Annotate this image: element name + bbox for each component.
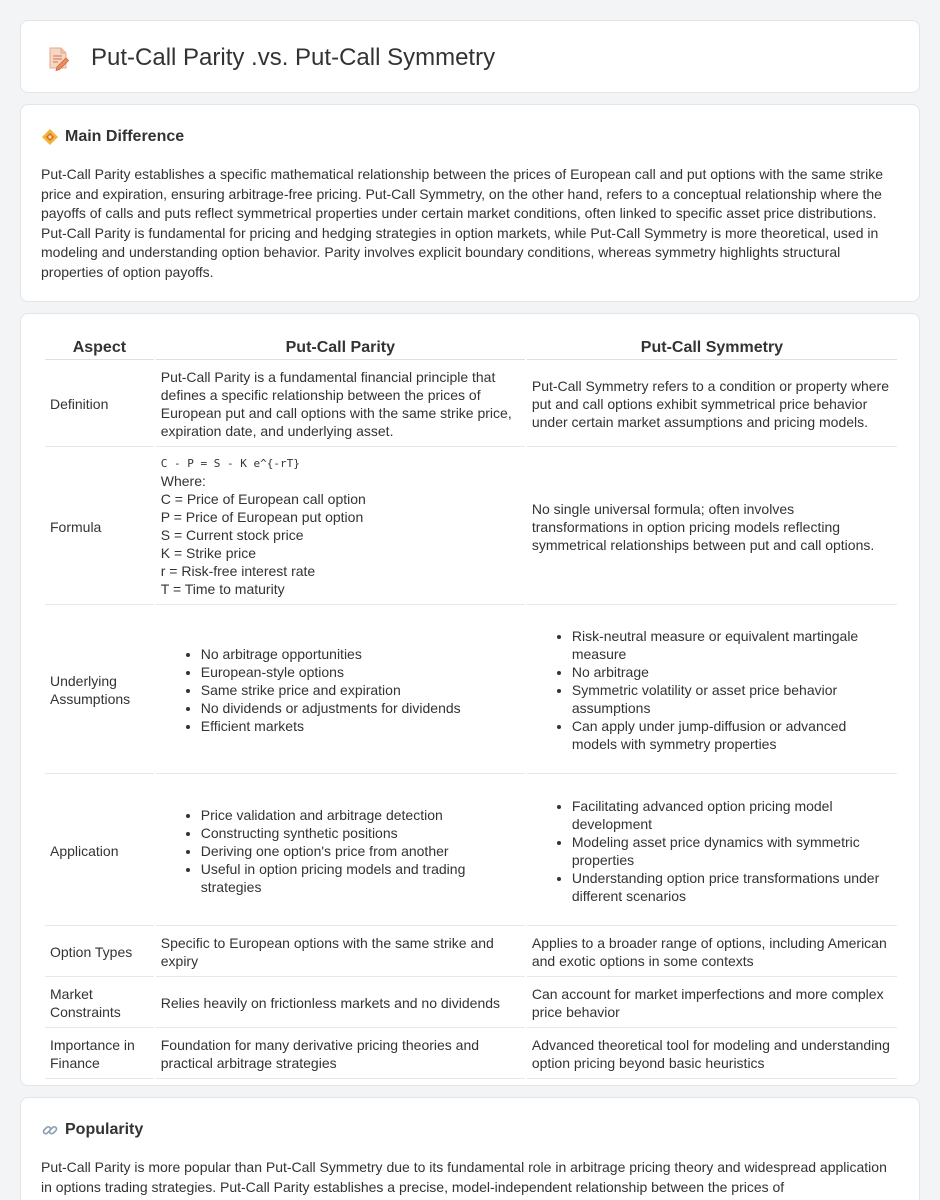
symmetry-cell: Advanced theoretical tool for modeling and understanding option pricing beyond basic heuristics	[527, 1030, 897, 1079]
aspect-cell: Application	[45, 776, 154, 926]
formula-line: C = Price of European call option	[160, 490, 366, 507]
page-title: Put-Call Parity .vs. Put-Call Symmetry	[91, 44, 496, 71]
table-row	[45, 776, 897, 926]
list-item: • No arbitrage opportunities	[201, 645, 520, 663]
table-row	[45, 1030, 897, 1079]
list-item: • Useful in option pricing models and trading strategies	[201, 860, 520, 896]
list-item: • Risk-neutral measure or equivalent martingale measure	[572, 627, 892, 663]
header-symmetry: Put-Call Symmetry	[527, 336, 897, 360]
symmetry-cell: No single universal formula; often involves transformations in option pricing models reflecting symmetrical relationships between put and call options.	[527, 449, 897, 605]
header-card	[20, 20, 920, 93]
symmetry-cell: Applies to a broader range of options, including American and exotic options in some contexts	[527, 928, 897, 977]
parity-cell: Put-Call Parity is a fundamental financial principle that defines a specific relationship between the prices of European put and call options with the same strike price, expiration date, and underlying asset.	[156, 362, 525, 447]
symmetry-cell	[527, 776, 897, 926]
comparison-table-card	[20, 313, 920, 1086]
list-item: • No dividends or adjustments for dividends	[201, 699, 520, 717]
title-wrap	[45, 43, 495, 73]
list-item: • European-style options	[201, 663, 520, 681]
table-row	[45, 928, 897, 977]
parity-cell: Relies heavily on frictionless markets and no dividends	[156, 979, 525, 1028]
list-item: • Modeling asset price dynamics with symmetric properties	[572, 833, 892, 869]
table-row	[45, 449, 897, 605]
list-item: • Constructing synthetic positions	[201, 824, 520, 842]
list-item: • Facilitating advanced option pricing model development	[572, 797, 892, 833]
list-item: • Price validation and arbitrage detection	[201, 806, 520, 824]
aspect-cell: Formula	[45, 449, 154, 605]
symmetry-cell: Can account for market imperfections and more complex price behavior	[527, 979, 897, 1028]
header-parity: Put-Call Parity	[156, 336, 525, 360]
popularity-heading: Popularity	[65, 1121, 144, 1138]
main-difference-heading: Main Difference	[65, 128, 185, 145]
popularity-heading-row	[41, 1120, 899, 1140]
formula-line: T = Time to maturity	[160, 580, 285, 597]
table-row	[45, 979, 897, 1028]
formula-line: S = Current stock price	[160, 526, 304, 543]
list-item: • Can apply under jump-diffusion or advanced models with symmetry properties	[572, 717, 892, 753]
aspect-cell: Underlying Assumptions	[45, 607, 154, 774]
formula-line: r = Risk-free interest rate	[160, 562, 316, 579]
parity-cell	[156, 607, 525, 774]
formula-line: P = Price of European put option	[160, 508, 364, 525]
list-item: • Same strike price and expiration	[201, 681, 520, 699]
header-aspect: Aspect	[45, 336, 154, 360]
symmetry-cell	[527, 607, 897, 774]
parity-assumptions-list	[161, 645, 520, 735]
aspect-cell: Definition	[45, 362, 154, 447]
symmetry-cell: Put-Call Symmetry refers to a condition or property where put and call options exhibit symmetrical price behavior under certain market assumptions and pricing models.	[527, 362, 897, 447]
table-header-row	[45, 336, 897, 360]
parity-cell: Specific to European options with the same strike and expiry	[156, 928, 525, 977]
table-row	[45, 362, 897, 447]
parity-cell	[156, 776, 525, 926]
popularity-card	[20, 1097, 920, 1200]
aspect-cell: Option Types	[45, 928, 154, 977]
list-item: • Understanding option price transformations under different scenarios	[572, 869, 892, 905]
list-item: • Symmetric volatility or asset price behavior assumptions	[572, 681, 892, 717]
parity-cell: Foundation for many derivative pricing theories and practical arbitrage strategies	[156, 1030, 525, 1079]
link-icon	[41, 1121, 59, 1139]
list-item: • No arbitrage	[572, 663, 892, 681]
symmetry-assumptions-list	[532, 627, 892, 753]
main-difference-text: Put-Call Parity establishes a specific mathematical relationship between the prices of European call and put options with the same strike price and expiration, ensuring arbitrage-free pricing. Put-Call Symmetry, on the other hand, refers to a conceptual relationship where the payoffs of calls and puts reflect symmetrical properties under certain market conditions, often linked to specific asset price distributions. Put-Call Parity is fundamental for pricing and hedging strategies in option markets, while Put-Call Symmetry is more theoretical, used in modeling and understanding option behavior. Parity involves explicit boundary conditions, whereas symmetry highlights structural properties of option payoffs.	[41, 166, 883, 280]
table-row	[45, 607, 897, 774]
aspect-cell: Market Constraints	[45, 979, 154, 1028]
symmetry-application-list	[532, 797, 892, 905]
document-pencil-icon	[45, 45, 71, 71]
formula-line: K = Strike price	[160, 544, 257, 561]
list-item: • Deriving one option's price from another	[201, 842, 520, 860]
diamond-icon	[41, 128, 59, 146]
main-difference-card	[20, 104, 920, 302]
parity-cell	[156, 449, 525, 605]
aspect-cell: Importance in Finance	[45, 1030, 154, 1079]
list-item: • Efficient markets	[201, 717, 520, 735]
parity-application-list	[161, 806, 520, 896]
formula-code: C - P = S - K e^{-rT}	[160, 456, 300, 470]
popularity-text: Put-Call Parity is more popular than Put-Call Symmetry due to its fundamental role in arbitrage pricing theory and widespread application in options trading strategies. Put-Call Parity establishes a precise, model-independent relationship between the prices of	[41, 1159, 887, 1195]
main-difference-heading-row	[41, 127, 899, 147]
formula-line: Where:	[160, 472, 206, 489]
comparison-table	[43, 334, 899, 1081]
